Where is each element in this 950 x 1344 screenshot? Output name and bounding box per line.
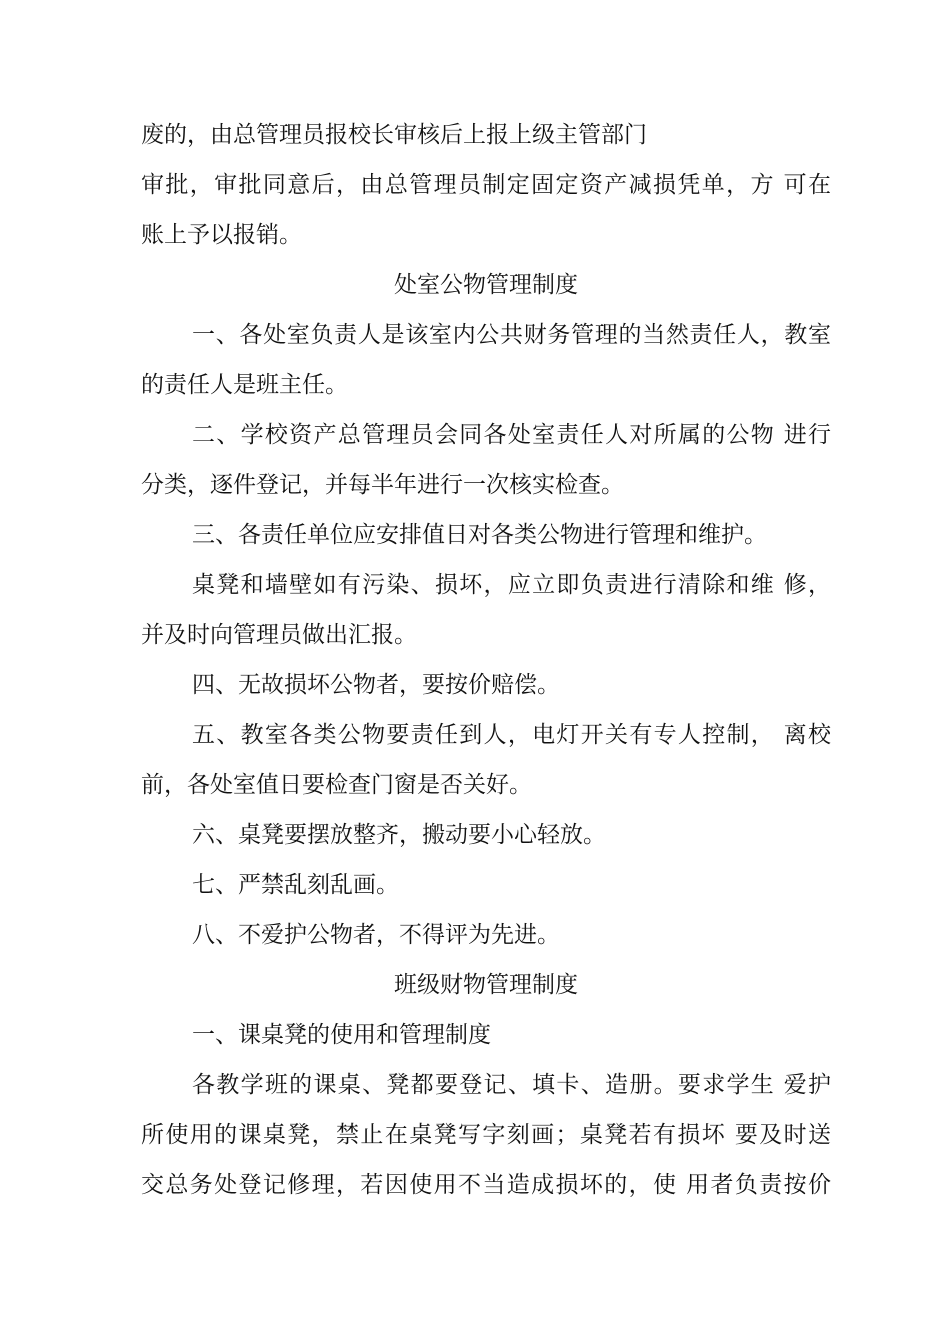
paragraph-line: 六、桌凳要摆放整齐，搬动要小心轻放。 [192,822,606,848]
paragraph-line: 四、无故损坏公物者，要按价赔偿。 [192,672,560,698]
paragraph-line: 二、学校资产总管理员会同各处室责任人对所属的公物 进行 [192,422,831,448]
section-title: 处室公物管理制度 [394,272,578,298]
paragraph-line: 三、各责任单位应安排值日对各类公物进行管理和维护。 [192,522,767,548]
paragraph-line: 分类，逐件登记，并每半年进行一次核实检查。 [141,472,624,498]
paragraph-line: 七、严禁乱刻乱画。 [192,872,399,898]
paragraph-line: 八、不爱护公物者，不得评为先进。 [192,922,560,948]
paragraph-line: 一、各处室负责人是该室内公共财务管理的当然责任人，教室 [192,322,831,348]
paragraph-line: 桌凳和墙壁如有污染、损坏，应立即负责进行清除和维 修， [192,572,831,598]
paragraph-line: 并及时向管理员做出汇报。 [141,622,417,648]
paragraph-line: 交总务处登记修理，若因使用不当造成损坏的，使 用者负责按价 [141,1172,831,1198]
paragraph-line: 五、教室各类公物要责任到人，电灯开关有专人控制， 离校 [192,722,831,748]
paragraph-line: 账上予以报销。 [141,222,302,248]
paragraph-line: 所使用的课桌凳，禁止在桌凳写字刻画；桌凳若有损坏 要及时送 [141,1122,831,1148]
section-title: 班级财物管理制度 [394,972,578,998]
paragraph-line: 废的，由总管理员报校长审核后上报上级主管部门 [141,122,647,148]
paragraph-line: 各教学班的课桌、凳都要登记、填卡、造册。要求学生 爱护 [192,1072,831,1098]
paragraph-line: 审批，审批同意后，由总管理员制定固定资产减损凭单，方 可在 [141,172,831,198]
paragraph-line: 一、课桌凳的使用和管理制度 [192,1022,491,1048]
paragraph-line: 前，各处室值日要检查门窗是否关好。 [141,772,532,798]
paragraph-line: 的责任人是班主任。 [141,372,348,398]
